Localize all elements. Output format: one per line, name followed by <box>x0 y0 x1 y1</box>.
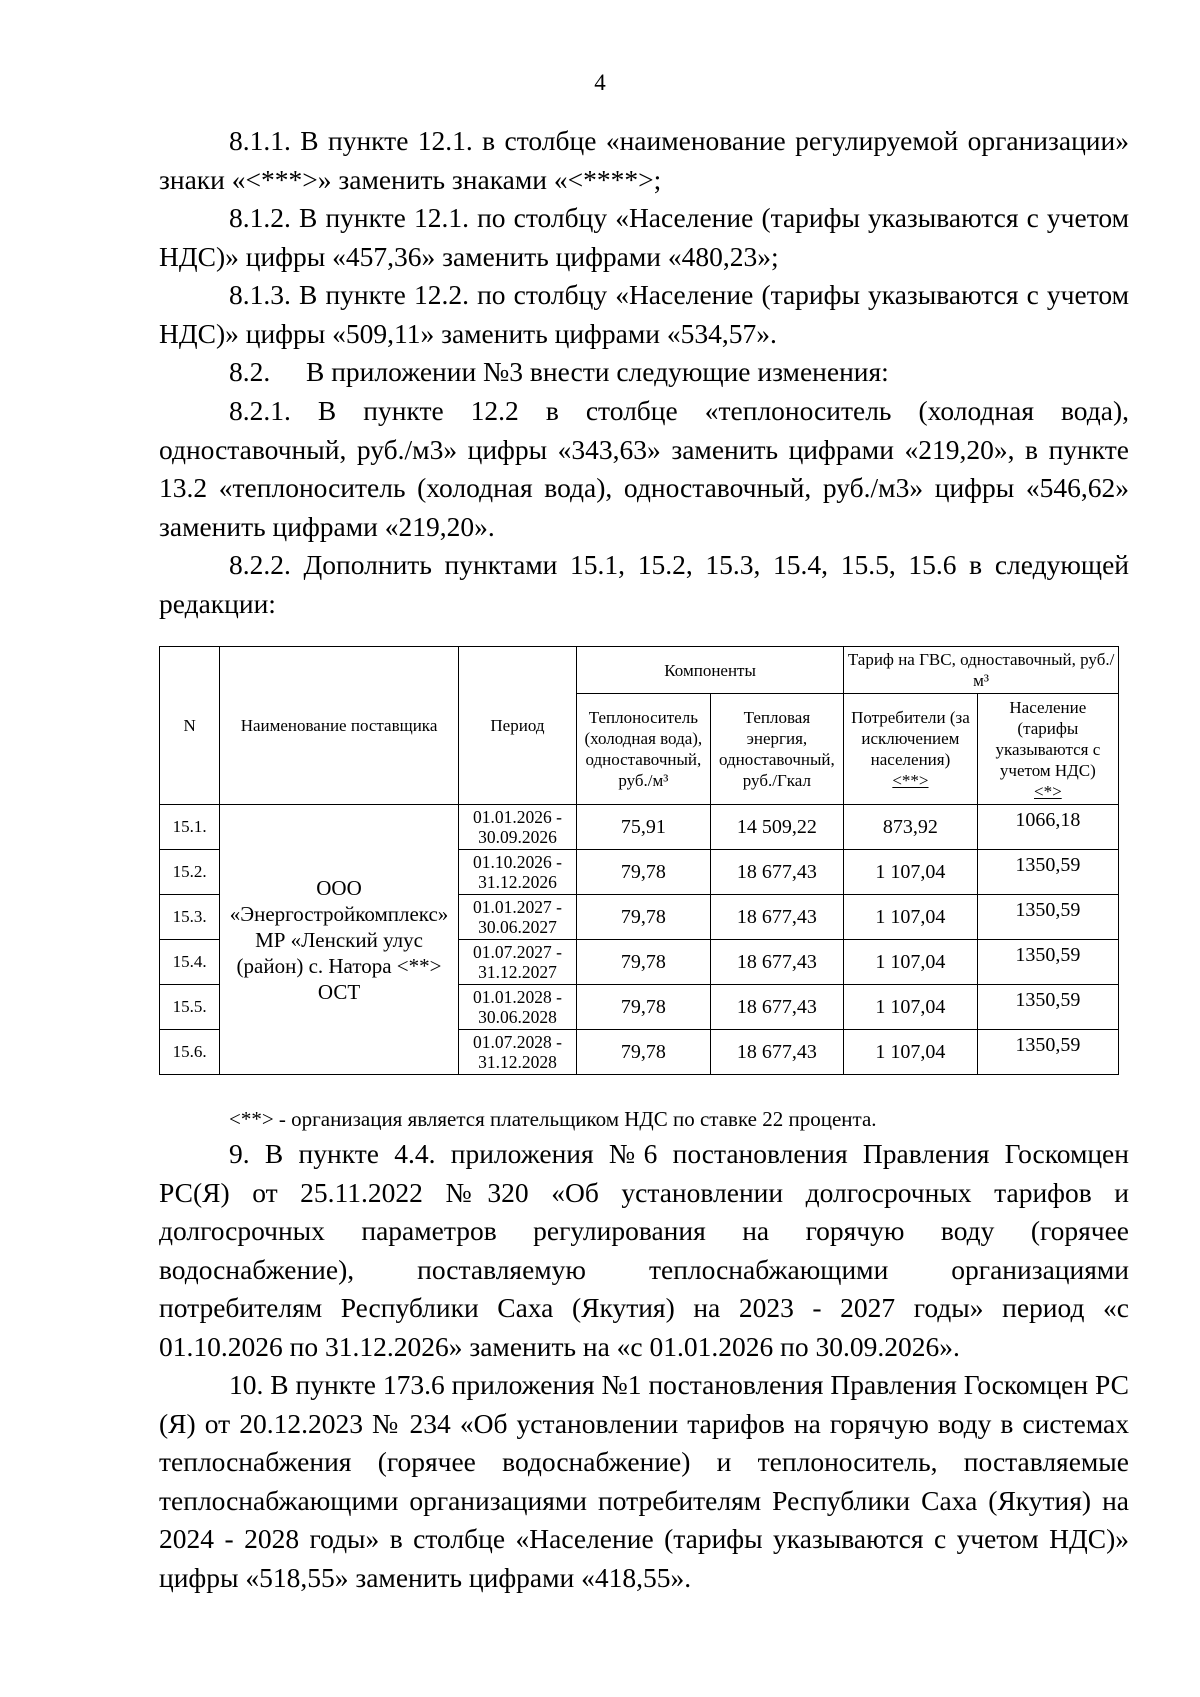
row-coolant: 79,78 <box>577 985 711 1030</box>
header-consumers-label: Потребители (за исключением населения) <box>851 708 970 769</box>
paragraph-10: 10. В пункте 173.6 приложения №1 постановления Правления Госкомцен РС (Я) от 20.12.2023 № 234 «Об установлении тарифов на горячую воду в системах теплоснабжения (горячее водоснабжение) и теплоноситель, поставляемые теплоснабжающими организациями потребителям Республики Саха (Якутия) на 2024 - 2028 годы» в столбце «Население (тарифы указываются с учетом НДС)» цифры «518,55» заменить цифрами «418,55». <box>159 1369 1129 1593</box>
row-coolant: 79,78 <box>577 1030 711 1075</box>
period-from: 01.07.2028 - <box>472 1032 562 1052</box>
row-consumers: 1 107,04 <box>844 1030 978 1075</box>
row-period <box>458 940 576 985</box>
row-consumers: 1 107,04 <box>844 940 978 985</box>
paragraph-8-1-1: 8.1.1. В пункте 12.1. в столбце «наименование регулируемой организации» знаки «<***>» заменить знаками «<****>; <box>159 125 1129 195</box>
row-coolant: 79,78 <box>577 850 711 895</box>
row-consumers: 1 107,04 <box>844 895 978 940</box>
row-period <box>458 805 576 850</box>
period-from: 01.01.2027 - <box>472 897 562 917</box>
row-thermal: 18 677,43 <box>710 1030 844 1075</box>
period-to: 31.12.2027 <box>478 962 557 982</box>
table-row <box>160 805 1119 850</box>
period-to: 31.12.2028 <box>478 1052 557 1072</box>
row-thermal: 18 677,43 <box>710 895 844 940</box>
paragraph-8-1-2: 8.1.2. В пункте 12.1. по столбцу «Население (тарифы указываются с учетом НДС)» цифры «457,36» заменить цифрами «480,23»; <box>159 202 1129 272</box>
row-population: 1350,59 <box>977 1030 1118 1075</box>
row-coolant: 79,78 <box>577 895 711 940</box>
row-number: 15.5. <box>160 985 220 1030</box>
row-number: 15.1. <box>160 805 220 850</box>
row-period <box>458 1030 576 1075</box>
row-consumers: 873,92 <box>844 805 978 850</box>
header-period: Период <box>458 647 576 805</box>
paragraph-8-2-1: 8.2.1. В пункте 12.2 в столбце «теплоноситель (холодная вода), одноставочный, руб./м3» цифры «343,63» заменить цифрами «219,20», в пункте 13.2 «теплоноситель (холодная вода), одноставочный, руб./м3» цифры «546,62» заменить цифрами «219,20». <box>159 395 1129 542</box>
period-to: 31.12.2026 <box>478 872 557 892</box>
row-population: 1350,59 <box>977 985 1118 1030</box>
header-consumers <box>844 694 978 805</box>
row-number: 15.6. <box>160 1030 220 1075</box>
row-thermal: 18 677,43 <box>710 985 844 1030</box>
row-coolant: 75,91 <box>577 805 711 850</box>
header-population-label: Население (тарифы указываются с учетом НДС) <box>995 697 1101 780</box>
row-population: 1350,59 <box>977 850 1118 895</box>
header-population-mark: <*> <box>1034 781 1062 801</box>
row-period <box>458 985 576 1030</box>
row-population: 1066,18 <box>977 805 1118 850</box>
period-to: 30.06.2028 <box>478 1007 557 1027</box>
row-period <box>458 850 576 895</box>
header-consumers-mark: <**> <box>892 771 929 790</box>
header-population <box>977 694 1118 805</box>
row-period <box>458 895 576 940</box>
row-population: 1350,59 <box>977 940 1118 985</box>
tariff-table <box>159 646 1119 1075</box>
row-thermal: 18 677,43 <box>710 940 844 985</box>
period-from: 01.10.2026 - <box>472 852 562 872</box>
supplier-name: ООО «Энергостройкомплекс» МР «Ленский улус (район) с. Натора <**> ОСТ <box>220 805 459 1075</box>
row-consumers: 1 107,04 <box>844 850 978 895</box>
page-number: 4 <box>594 70 606 95</box>
header-n: N <box>160 647 220 805</box>
row-consumers: 1 107,04 <box>844 985 978 1030</box>
row-number: 15.3. <box>160 895 220 940</box>
row-number: 15.4. <box>160 940 220 985</box>
paragraph-8-1-3: 8.1.3. В пункте 12.2. по столбцу «Население (тарифы указываются с учетом НДС)» цифры «509,11» заменить цифрами «534,57». <box>159 279 1129 349</box>
period-from: 01.01.2028 - <box>472 987 562 1007</box>
header-components: Компоненты <box>577 647 844 694</box>
header-gvs-tariff: Тариф на ГВС, одноставочный, руб./м³ <box>844 647 1119 694</box>
period-to: 30.09.2026 <box>478 827 557 847</box>
period-from: 01.01.2026 - <box>472 807 562 827</box>
row-population: 1350,59 <box>977 895 1118 940</box>
row-thermal: 14 509,22 <box>710 805 844 850</box>
period-from: 01.07.2027 - <box>472 942 562 962</box>
row-coolant: 79,78 <box>577 940 711 985</box>
paragraph-8-2-2: 8.2.2. Дополнить пунктами 15.1, 15.2, 15.3, 15.4, 15.5, 15.6 в следующей редакции: <box>159 549 1129 619</box>
paragraph-8-2 <box>229 353 1129 392</box>
row-thermal: 18 677,43 <box>710 850 844 895</box>
header-supplier: Наименование поставщика <box>220 647 459 805</box>
paragraph-8-2-text: В приложении №3 внести следующие изменения: <box>306 356 889 387</box>
table-footnote: <**> - организация является плательщиком НДС по ставке 22 процента. <box>229 1107 877 1131</box>
row-number: 15.2. <box>160 850 220 895</box>
paragraph-8-2-number: 8.2. <box>229 356 271 387</box>
paragraph-9: 9. В пункте 4.4. приложения №6 постановления Правления Госкомцен РС(Я) от 25.11.2022 №320 «Об установлении долгосрочных тарифов и долгосрочных параметров регулирования на горячую воду (горячее водоснабжение), поставляемую теплоснабжающими организациями потребителям Республики Саха (Якутия) на 2023 - 2027 годы» период «с 01.10.2026 по 31.12.2026» заменить на «с 01.01.2026 по 30.09.2026». <box>159 1138 1129 1362</box>
header-coolant: Теплоноситель (холодная вода), одноставочный, руб./м³ <box>577 694 711 805</box>
header-thermal-energy: Тепловая энергия, одноставочный, руб./Гкал <box>710 694 844 805</box>
period-to: 30.06.2027 <box>478 917 557 937</box>
